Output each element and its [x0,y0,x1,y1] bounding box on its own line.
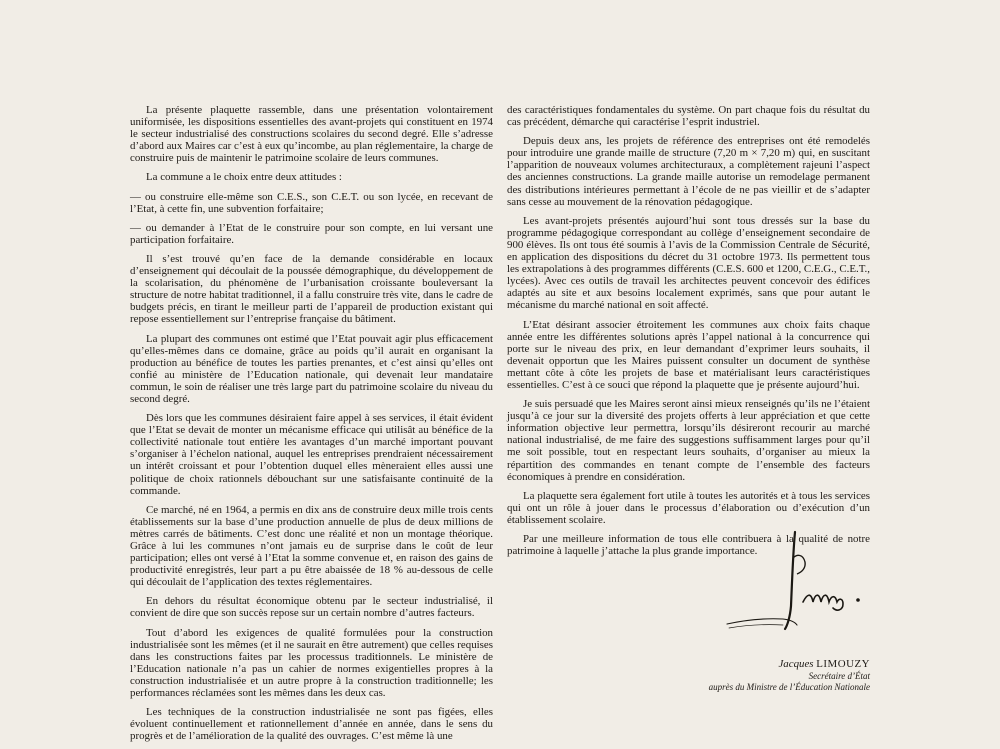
paragraph: La présente plaquette rassemble, dans une présentation volontairement uniformisée, les dispositions essentielles des avant-projets qui constituent en 1974 le secteur industrialisé des constructions scolaires du second degré. Elle s’adresse d’abord aux Maires car c’est à eux qu’incombe, au plan réglementaire, la charge de construire puis de maintenir le patrimoine scolaire de leurs communes. [130,104,493,165]
paragraph: Tout d’abord les exigences de qualité formulées pour la construction industrialisée sont les mêmes (et il ne saurait en être autrement) que celles requises dans les constructions faites par les processus traditionnels. Le ministère de l’Education nationale n’a pas un cahier de normes exigentielles propres à la construction industrialisée et un autre propre à la construction traditionnelle; les performances réclamées sont les mêmes dans les deux cas. [130,626,493,700]
paragraph: Les techniques de la construction industrialisée ne sont pas figées, elles évoluent continuellement et rationnellement d’année en année, dans le sens du progrès et de l’amélioration de la qualité des ouvrages. C’est même là une [130,706,493,743]
signer-first-name: Jacques [778,658,814,670]
left-column [130,104,493,749]
list-item: — ou construire elle-même son C.E.S., son C.E.T. ou son lycée, en recevant de l’Etat, à cette fin, une subvention forfaitaire; [130,190,493,215]
handwritten-signature [725,528,875,633]
paragraph: des caractéristiques fondamentales du système. On part chaque fois du résultat du cas précédent, démarche qui caractérise l’esprit industriel. [507,104,870,129]
right-column [507,104,870,564]
signer-office: auprès du Ministre de l’Éducation Nationale [708,682,870,692]
paragraph: La plupart des communes ont estimé que l’Etat pouvait agir plus efficacement qu’elles-mêmes dans ce domaine, grâce au poids qu’il aurait en organisant la production au bénéfice de toutes les parties prenantes, et c’est ainsi qu’elles ont confié au ministère de l’Education nationale, qui devenait leur mandataire commun, le soin de réaliser une très large part du patrimoine scolaire du niveau du second degré. [130,332,493,405]
paragraph: La commune a le choix entre deux attitudes : [146,171,342,184]
paragraph: Par une meilleure information de tous elle contribuera à la qualité de notre patrimoine à laquelle j’attache la plus grande importance. [507,533,870,558]
signer-block [640,658,870,693]
paragraph: Ce marché, né en 1964, a permis en dix ans de construire deux mille trois cents établissements sur la base d’une production annuelle de plus de deux millions de mètres carrés de bâtiments. C’est donc une réalité et non un montage théorique. Grâce à lui les communes n’ont jamais eu de surprise dans le coût de leur participation; elles ont versé à l’Etat la somme convenue et, en raison des gains de productivité enregistrés, leur part a pu être abaissée de 18 % au-dessous de celle qui découlait de l’application des textes réglementaires. [130,503,493,589]
paragraph: En dehors du résultat économique obtenu par le secteur industrialisé, il convient de dire que son succès repose sur un certain nombre d’autres facteurs. [130,595,493,620]
signer-name [640,658,870,671]
signer-title: Secrétaire d’État [808,671,870,681]
paragraph: L’Etat désirant associer étroitement les communes aux choix faits chaque année entre les différentes solutions après l’appel national à la concurrence qui porte sur le niveau des prix, en leur demandant d’exprimer leurs souhaits, il devenait opportun que les Maires puissent consulter un document de synthèse mettant côte à côte les projets de base et matérialisant leurs caractéristiques essentielles. C’est à ce souci que répond la plaquette que je présente aujourd’hui. [507,318,870,391]
list-item: — ou demander à l’Etat de le construire pour son compte, en lui versant une participation forfaitaire. [130,221,493,246]
signer-last-name: LIMOUZY [816,658,870,670]
paragraph: Les avant-projets présentés aujourd’hui sont tous dressés sur la base du programme pédagogique correspondant au collège d’enseignement secondaire de 900 élèves. Ils ont tous été soumis à l’avis de la Commission Centrale de Sécurité, en application des dispositions du décret du 31 octobre 1973. Ils permettent tous les extrapolations à des programmes différents (C.E.S. 600 et 1200, C.E.G., C.E.T., lycées). Avec ces outils de travail les architectes peuvent concevoir des édifices adaptés au site et aux besoins localement exprimés, sans que pour autant le mécanisme du marché national en soit affecté. [507,214,870,312]
paragraph: La plaquette sera également fort utile à toutes les autorités et à tous les services qui ont un rôle à jouer dans le processus d’élaboration ou d’exécution d’un établissement scolaire. [507,489,870,526]
paragraph: Il s’est trouvé qu’en face de la demande considérable en locaux d’enseignement qui découlait de la poussée démographique, du développement de la scolarisation, du phénomène de l’urbanisation croissante bouleversant la structure de notre habitat traditionnel, il a fallu construire très vite, dans le cadre de budgets précis, en tirant le meilleur parti de l’appareil de production existant qui repose essentiellement sur l’entreprise française du bâtiment. [130,252,493,326]
paragraph: Depuis deux ans, les projets de référence des entreprises ont été remodelés pour introduire une grande maille de structure (7,20 m × 7,20 m) qui, en suscitant l’apparition de nouveaux volumes architecturaux, a complètement rajeuni l’aspect des anciennes constructions. La grande maille autorise un remodelage permanent des distributions intérieures permettant à l’école de ne pas vieillir et de s’adapter sans cesse au mouvement de la rénovation pédagogique. [507,135,870,208]
paragraph: Je suis persuadé que les Maires seront ainsi mieux renseignés qu’ils ne l’étaient jusqu’à ce jour sur la diversité des projets offerts à leur appréciation et que cette information objective leur permettra, lorsqu’ils désireront recourir au marché national industrialisé, de me faire des suggestions suffisamment larges pour qu’il me soit possible, tout en respectant leurs souhaits, d’organiser au mieux la répartition des commandes en tenant compte de l’ensemble des facteurs économiques à prendre en considération. [507,398,870,483]
paragraph: Dès lors que les communes désiraient faire appel à ses services, il était évident que l’Etat se devait de monter un mécanisme efficace qui utilisât au bénéfice de la collectivité nationale tout entière les avantages d’un marché important pouvant s’organiser à l’échelon national, auquel les entreprises prendraient nécessairement un intérêt croissant et pour l’obtention duquel elles mèneraient elles aussi une politique de choix rationnels débouchant sur une satisfaisante continuité de la commande. [130,412,493,497]
